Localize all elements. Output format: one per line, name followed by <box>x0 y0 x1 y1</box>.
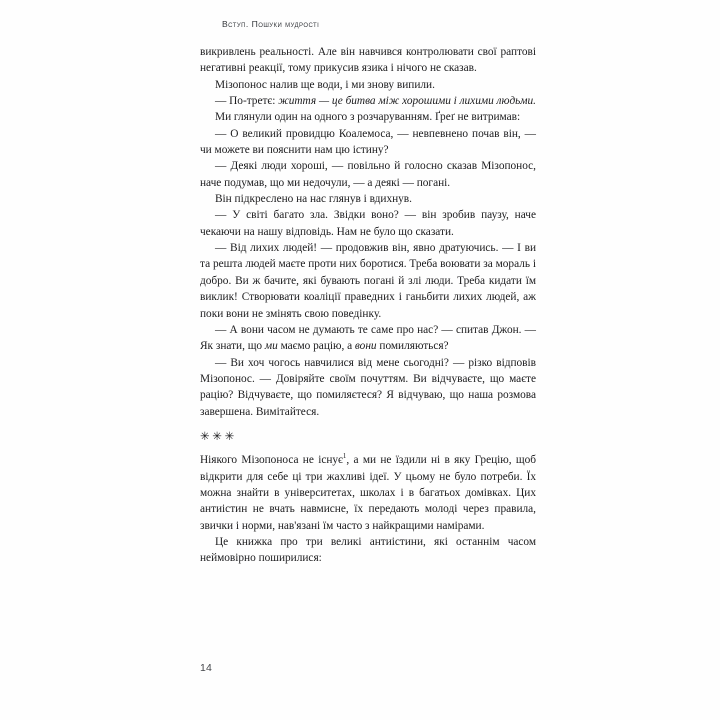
paragraph-10-emphasis-they: вони <box>354 340 377 353</box>
paragraph-10-post: помиляються? <box>376 340 449 353</box>
paragraph-3-emphasis: життя — це битва між хорошими і лихими людьми. <box>278 95 536 108</box>
paragraph-11-text: — Ви хоч чогось навчилися від мене сьогодні? — різко відповів Мізопонос. — Довіряйте своїм почуттям. Ви відчуваєте, що маєте рацію? Відчуваєте, що помиляєтеся? Я відчуваю, що наша розмова завершена. Вимітайтеся. <box>200 356 536 418</box>
paragraph-10-mid: маємо рацію, а <box>277 340 355 353</box>
paragraph-5-dialogue <box>200 126 536 159</box>
paragraph-12-pre: Ніякого Мізопоноса не існує <box>200 454 343 467</box>
body-text-block <box>200 44 536 567</box>
paragraph-9-dialogue <box>200 240 536 322</box>
paragraph-3-lead: — По-третє: <box>215 95 279 108</box>
paragraph-2 <box>200 77 536 93</box>
footnote-marker[interactable]: 1 <box>342 452 347 461</box>
paragraph-13 <box>200 534 536 567</box>
paragraph-4-text: Ми глянули один на одного з розчаруванням. Ґреґ не витримав: <box>215 111 521 124</box>
paragraph-3-dialogue <box>200 93 536 109</box>
paragraph-8-dialogue <box>200 207 536 240</box>
paragraph-10-emphasis-we: ми <box>264 340 278 353</box>
paragraph-9-text: — Від лихих людей! — продовжив він, явно дратуючись. — І ви та решта людей маєте проти них боротися. Треба воювати за мораль і добро. Ви ж бачите, які бувають погані й злі люди. Треба кидати їм виклик! Створювати коаліції праведних і ганьбити лихих людей, аж поки вони не змінять свою поведінку. <box>200 242 536 320</box>
paragraph-6-text: — Деякі люди хороші, — повільно й голосно сказав Мізопонос, наче подумав, що ми недочули, — а деякі — погані. <box>200 160 536 189</box>
paragraph-11-dialogue <box>200 355 536 420</box>
paragraph-12 <box>200 452 536 534</box>
paragraph-12-post: , а ми не їздили ні в яку Грецію, щоб відкрити для себе ці три жахливі ідеї. У цьому не було потреби. Їх можна знайти в університетах, школах і в багатьох домівках. Цих антиістин не вчать навмисне, їх передають молоді через правила, звички і норми, нав'язані їм часто з найкращими намірами. <box>200 454 536 532</box>
paragraph-1-text: викривлень реальності. Але він навчився контролювати свої раптові негативні реакції, тому прикусив язика і нічого не сказав. <box>200 46 536 75</box>
running-header: Вступ. Пошуки мудрості <box>222 19 320 29</box>
paragraph-6-dialogue <box>200 158 536 191</box>
paragraph-2-text: Мізопонос налив ще води, і ми знову випили. <box>215 78 435 91</box>
paragraph-10-dialogue <box>200 322 536 355</box>
paragraph-5-text: — О великий провидцю Коалемоса, — невпевнено почав він, — чи можете ви пояснити нам цю істину? <box>200 127 536 157</box>
paragraph-7 <box>200 191 536 207</box>
paragraph-10-pre: — А вони часом не думають те саме про нас? — спитав Джон. — Як знати, що <box>200 323 536 353</box>
section-break-asterisks: ✳ ✳ ✳ <box>200 430 235 443</box>
paragraph-1 <box>200 44 536 77</box>
paragraph-8-text: — У світі багато зла. Звідки воно? — він зробив паузу, наче чекаючи на нашу відповідь. Нам не було що сказати. <box>200 209 536 238</box>
paragraph-4 <box>200 109 536 125</box>
paragraph-7-text: Він підкреслено на нас глянув і вдихнув. <box>215 193 412 206</box>
paragraph-13-text: Це книжка про три великі антиістини, які останнім часом неймовірно поширилися: <box>200 535 536 565</box>
page-number: 14 <box>200 662 213 674</box>
